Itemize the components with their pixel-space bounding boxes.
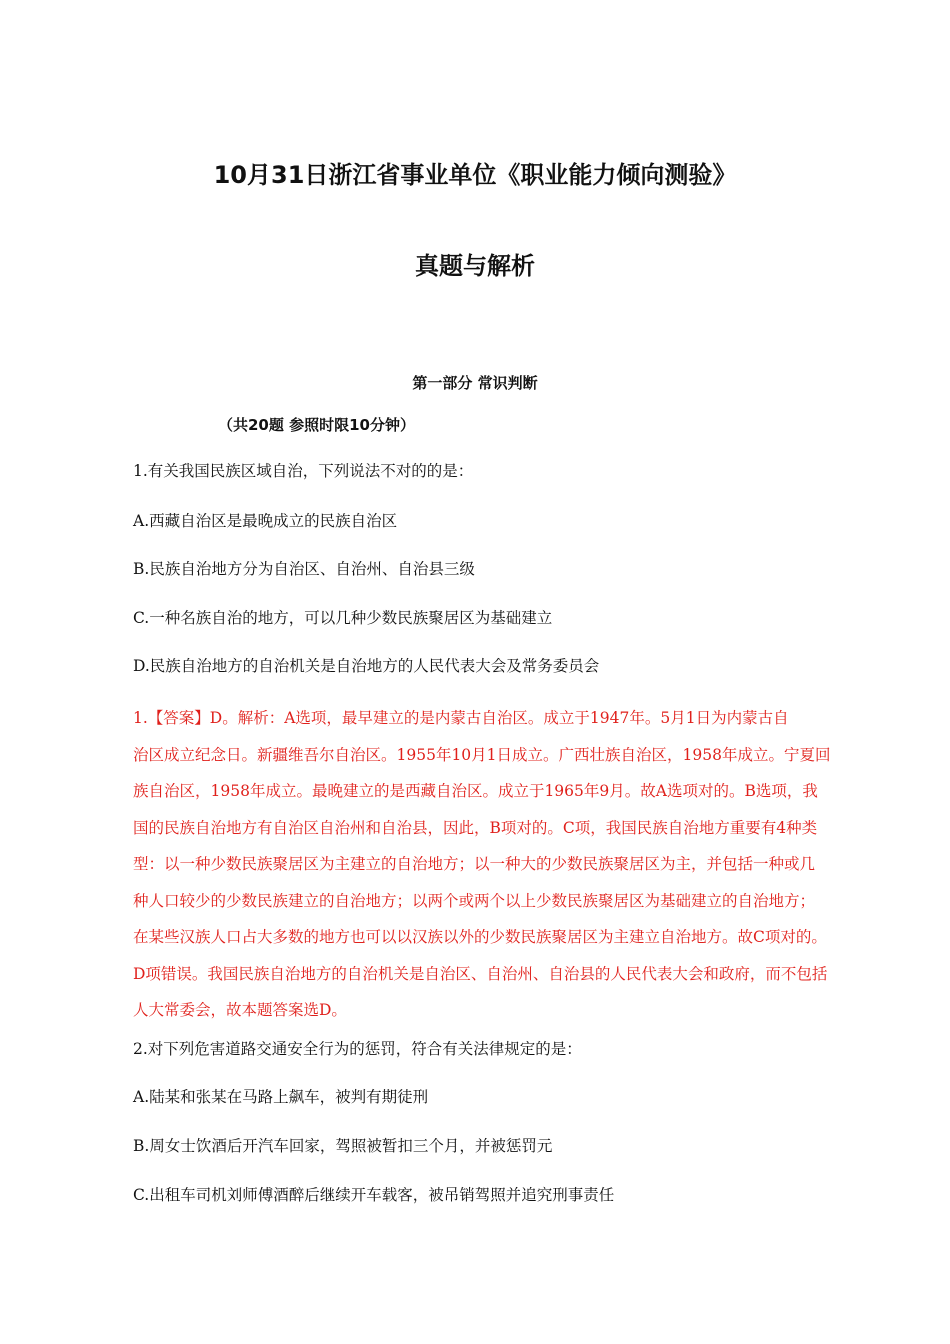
question-2-stem: 2.对下列危害道路交通安全行为的惩罚，符合有关法律规定的是： xyxy=(133,1040,582,1058)
section-heading: 第一部分 常识判断 xyxy=(412,374,538,392)
question-1-option-c: C.一种名族自治的地方，可以几种少数民族聚居区为基础建立 xyxy=(133,609,553,627)
question-2-option-b: B.周女士饮酒后开汽车回家，驾照被暂扣三个月，并被惩罚元 xyxy=(133,1137,553,1155)
answer-line: 治区成立纪念日。新疆维吾尔自治区。1955年10月1日成立。广西壮族自治区，1958年成立。宁夏回 xyxy=(133,745,831,764)
question-1-option-d: D.民族自治地方的自治机关是自治地方的人民代表大会及常务委员会 xyxy=(133,657,600,675)
answer-line: D项错误。我国民族自治地方的自治机关是自治区、自治州、自治县的人民代表大会和政府，而不包括 xyxy=(133,964,828,983)
answer-line: 种人口较少的少数民族建立的自治地方；以两个或两个以上少数民族聚居区为基础建立的自治地方； xyxy=(133,891,816,910)
answer-line: 族自治区，1958年成立。最晚建立的是西藏自治区。成立于1965年9月。故A选项对的。B选项，我 xyxy=(133,782,818,800)
question-1-answer-explanation xyxy=(133,700,850,1029)
document-title-line1: 10月31日浙江省事业单位《职业能力倾向测验》 xyxy=(213,161,737,189)
answer-line: 型：以一种少数民族聚居区为主建立的自治地方；以一种大的少数民族聚居区为主，并包括一种或几 xyxy=(133,855,816,873)
question-1-option-a: A.西藏自治区是最晚成立的民族自治区 xyxy=(133,512,398,530)
section-note: （共20题 参照时限10分钟） xyxy=(218,416,415,434)
question-1-option-b: B.民族自治地方分为自治区、自治州、自治县三级 xyxy=(133,560,475,578)
answer-line: 国的民族自治地方有自治区自治州和自治县，因此，B项对的。C项，我国民族自治地方重要有4种类 xyxy=(133,818,818,837)
answer-line: 在某些汉族人口占大多数的地方也可以以汉族以外的少数民族聚居区为主建立自治地方。故C项对的。 xyxy=(133,928,827,946)
question-2-option-c: C.出租车司机刘师傅酒醉后继续开车载客，被吊销驾照并追究刑事责任 xyxy=(133,1186,615,1204)
document-title-line2: 真题与解析 xyxy=(415,252,535,280)
answer-line: 1.【答案】D。解析：A选项，最早建立的是内蒙古自治区。成立于1947年。5月1日为内蒙古自 xyxy=(133,709,789,727)
question-2-option-a: A.陆某和张某在马路上飙车，被判有期徒刑 xyxy=(133,1088,429,1106)
question-1-stem: 1.有关我国民族区域自治，下列说法不对的的是： xyxy=(133,462,474,480)
answer-line: 人大常委会，故本题答案选D。 xyxy=(133,1001,347,1019)
